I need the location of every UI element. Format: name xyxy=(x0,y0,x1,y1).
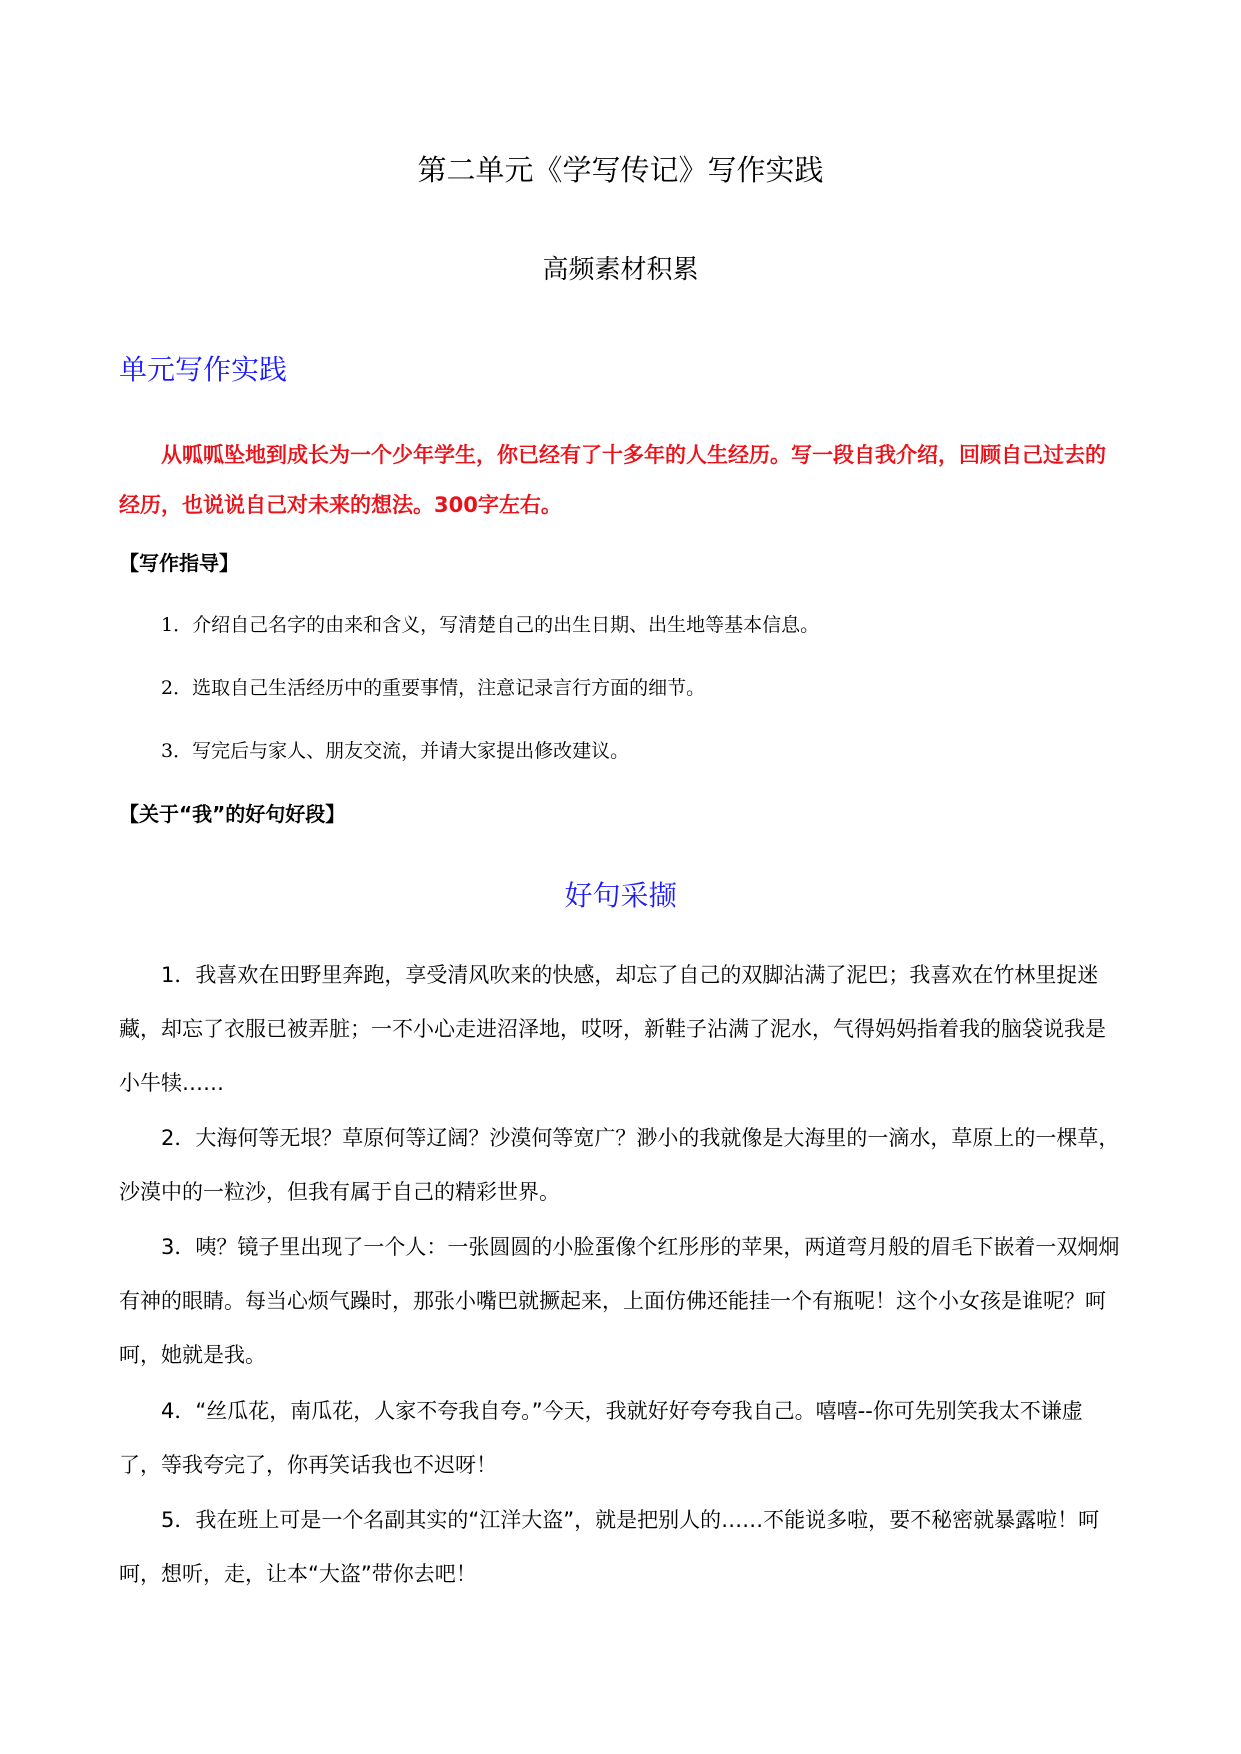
guide-item-1: 1．介绍自己名字的由来和含义，写清楚自己的出生日期、出生地等基本信息。 xyxy=(161,614,820,636)
guide-item-2: 2．选取自己生活经历中的重要事情，注意记录言行方面的细节。 xyxy=(161,677,706,699)
good-sentence-3: 3．咦？镜子里出现了一个人：一张圆圆的小脸蛋像个红彤彤的苹果，两道弯月般的眉毛下嵌着一双炯炯有神的眼睛。每当心烦气躁时，那张小嘴巴就撅起来，上面仿佛还能挂一个有瓶呢！这个小女孩是谁呢？呵呵，她就是我。 xyxy=(119,1235,1120,1367)
writing-task: 从呱呱坠地到成长为一个少年学生，你已经有了十多年的人生经历。写一段自我介绍，回顾自己过去的经历，也说说自己对未来的想法。300字左右。 xyxy=(119,443,1106,517)
guide-item-3: 3．写完后与家人、朋友交流，并请大家提出修改建议。 xyxy=(161,740,630,762)
page-title: 第二单元《学写传记》写作实践 xyxy=(417,153,824,187)
section-heading: 单元写作实践 xyxy=(119,353,288,386)
page-subtitle: 高频素材积累 xyxy=(542,255,699,285)
good-sentences-title: 好句采撷 xyxy=(564,879,677,912)
good-sentence-4: 4．“丝瓜花，南瓜花，人家不夸我自夸。”今天，我就好好夸夸我自己。嘻嘻--你可先别笑我太不谦虚了，等我夸完了，你再笑话我也不迟呀！ xyxy=(119,1399,1083,1477)
guide-heading: 【写作指导】 xyxy=(119,551,239,575)
good-sentence-2: 2．大海何等无垠？草原何等辽阔？沙漠何等宽广？渺小的我就像是大海里的一滴水，草原上的一棵草，沙漠中的一粒沙，但我有属于自己的精彩世界。 xyxy=(119,1126,1120,1204)
good-sentences-heading: 【关于“我”的好句好段】 xyxy=(119,802,346,826)
good-sentence-5: 5．我在班上可是一个名副其实的“江洋大盗”，就是把别人的……不能说多啦，要不秘密就暴露啦！呵呵，想听，走，让本“大盗”带你去吧！ xyxy=(119,1508,1100,1586)
good-sentence-1: 1．我喜欢在田野里奔跑，享受清风吹来的快感，却忘了自己的双脚沾满了泥巴；我喜欢在竹林里捉迷藏，却忘了衣服已被弄脏；一不小心走进沼泽地，哎呀，新鞋子沾满了泥水，气得妈妈指着我的脑袋说我是小牛犊…… xyxy=(119,963,1106,1095)
